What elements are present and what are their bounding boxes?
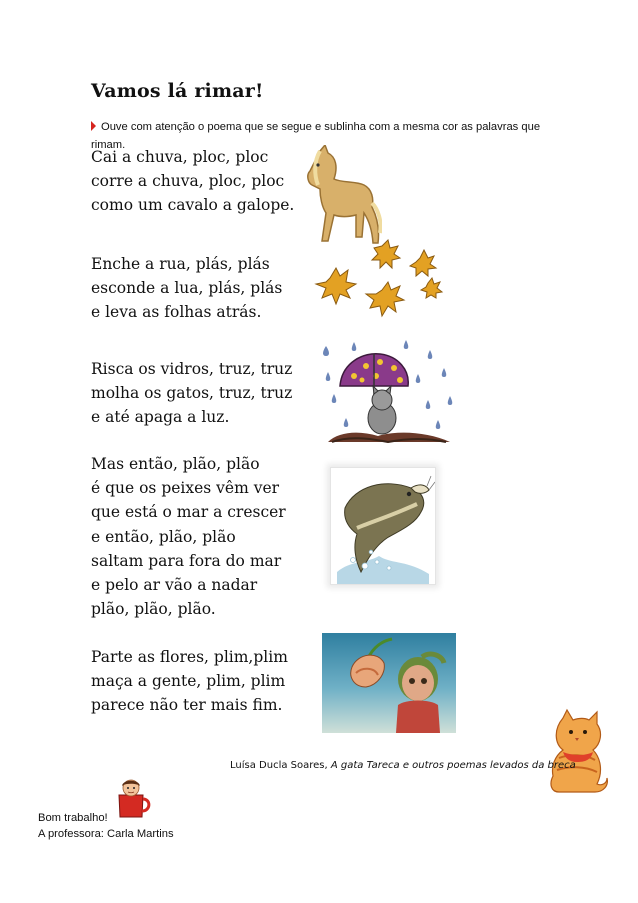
signoff: [38, 810, 174, 842]
poem-line: corre a chuva, ploc, ploc: [91, 172, 285, 191]
poem-line: e até apaga a luz.: [91, 408, 230, 427]
poem-line: Mas então, plão, plão: [91, 455, 260, 473]
poem-stanza-2: [91, 252, 282, 325]
poem-line: Parte as flores, plim,plim: [91, 648, 288, 666]
poem-line: saltam para fora do mar: [91, 551, 282, 570]
poem-credit: [230, 760, 576, 771]
poem-line: Risca os vidros, truz, truz: [91, 360, 293, 378]
poem-line: maça a gente, plim, plim: [91, 672, 286, 691]
poem-stanza-1: [91, 145, 294, 218]
signoff-teacher: A professora: Carla Martins: [38, 828, 174, 840]
credit-book-title: A gata Tareca e outros poemas levados da breca: [330, 760, 576, 771]
poem-line: plão, plão, plão.: [91, 600, 216, 619]
bullet-icon: [91, 121, 96, 131]
poem-line: Enche a rua, plás, plás: [91, 255, 270, 273]
flower-child-picture: [322, 633, 456, 733]
flower-child-graphic: [322, 633, 456, 733]
jumping-fish-photo: [330, 467, 436, 585]
poem-line: como um cavalo a galope.: [91, 196, 295, 215]
poem-line: Cai a chuva, ploc, ploc: [91, 148, 269, 166]
instruction-label: Ouve com atenção o poema que se segue e sublinha com a mesma cor as palavras que rimam.: [91, 121, 541, 151]
poem-line: molha os gatos, truz, truz: [91, 384, 293, 403]
horse-illustration: [298, 145, 382, 249]
poem-line: esconde a lua, plás, plás: [91, 279, 283, 298]
orange-cat-illustration: [545, 708, 609, 794]
poem-line: e leva as folhas atrás.: [91, 303, 262, 322]
fish-graphic: [331, 468, 435, 584]
cat-umbrella-rain-illustration: [318, 338, 460, 450]
poem-stanza-5: [91, 645, 288, 718]
credit-author: Luísa Ducla Soares,: [230, 760, 328, 771]
poem-stanza-4: [91, 452, 286, 621]
poem-line: que está o mar a crescer: [91, 503, 286, 522]
poem-line: parece não ter mais fim.: [91, 696, 283, 715]
poem-line: e então, plão, plão: [91, 527, 236, 546]
poem-stanza-3: [91, 357, 292, 430]
poem-line: é que os peixes vêm ver: [91, 479, 280, 498]
worksheet-title: Vamos lá rimar!: [91, 80, 264, 102]
poem-line: e pelo ar vão a nadar: [91, 576, 258, 595]
signoff-greeting: Bom trabalho!: [38, 812, 108, 824]
autumn-leaves-illustration: [300, 238, 450, 333]
